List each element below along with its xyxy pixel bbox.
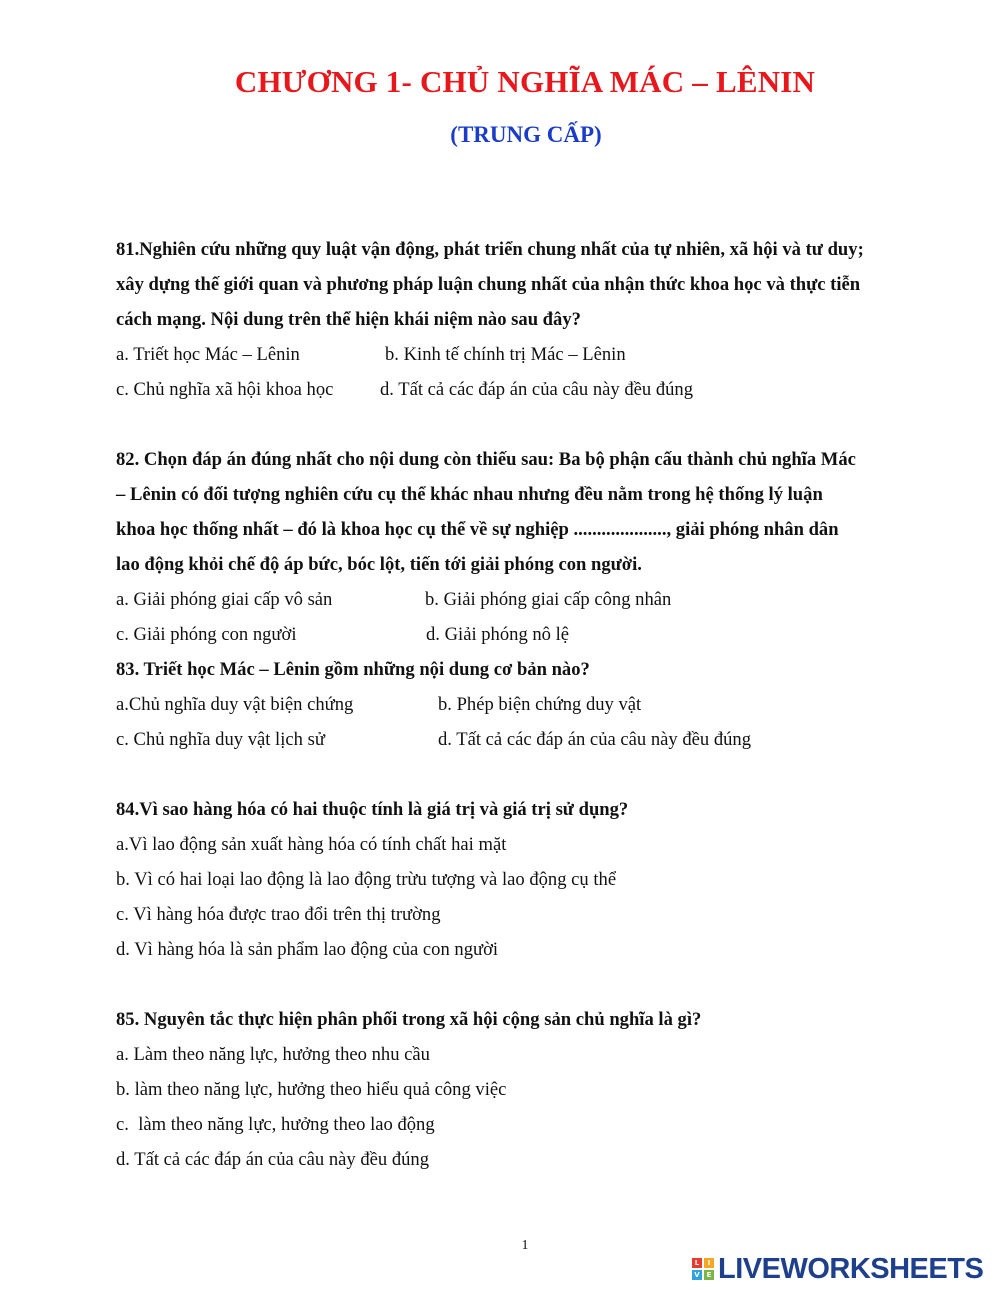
page-title: CHƯƠNG 1- CHỦ NGHĨA MÁC – LÊNIN xyxy=(234,64,816,99)
option-row xyxy=(116,617,946,652)
logo-letter-e: E xyxy=(704,1270,714,1280)
option-c[interactable]: c. làm theo năng lực, hưởng theo lao động xyxy=(116,1114,435,1135)
question-list xyxy=(116,232,946,1177)
liveworksheets-logo[interactable] xyxy=(692,1251,983,1287)
option-a[interactable]: a. Giải phóng giai cấp vô sản xyxy=(116,589,333,610)
option-d[interactable]: d. Tất cả các đáp án của câu này đều đúng xyxy=(438,729,752,750)
page-subtitle: (TRUNG CẤP) xyxy=(450,122,602,147)
option-d[interactable]: d. Tất cả các đáp án của câu này đều đúng xyxy=(380,379,694,400)
option-b[interactable]: b. Phép biện chứng duy vật xyxy=(438,694,642,715)
option-a[interactable]: a.Vì lao động sản xuất hàng hóa có tính chất hai mặt xyxy=(116,834,507,855)
liveworksheets-icon xyxy=(692,1258,714,1280)
option-row xyxy=(116,582,946,617)
logo-letter-i: I xyxy=(704,1258,714,1268)
option-row xyxy=(116,722,946,757)
option-a[interactable]: a. Làm theo năng lực, hưởng theo nhu cầu xyxy=(116,1044,430,1065)
option-b[interactable]: b. Kinh tế chính trị Mác – Lênin xyxy=(385,344,626,365)
option-d[interactable]: d. Tất cả các đáp án của câu này đều đúng xyxy=(116,1149,430,1170)
question-text-line: khoa học thống nhất – đó là khoa học cụ thể về sự nghiệp ...................., giải phóng nhân dân xyxy=(116,519,839,540)
question-text-line: cách mạng. Nội dung trên thể hiện khái niệm nào sau đây? xyxy=(116,309,581,330)
option-row xyxy=(116,372,946,407)
question-text-line: 82. Chọn đáp án đúng nhất cho nội dung còn thiếu sau: Ba bộ phận cấu thành chủ nghĩa Mác xyxy=(116,449,856,470)
option-b[interactable]: b. Giải phóng giai cấp công nhân xyxy=(425,589,672,610)
question-83 xyxy=(116,652,946,757)
question-text-line: 84.Vì sao hàng hóa có hai thuộc tính là giá trị và giá trị sử dụng? xyxy=(116,799,629,820)
option-c[interactable]: c. Chủ nghĩa xã hội khoa học xyxy=(116,379,334,400)
question-81 xyxy=(116,232,946,407)
option-row xyxy=(116,337,946,372)
question-text-line: lao động khỏi chế độ áp bức, bóc lột, tiến tới giải phóng con người. xyxy=(116,554,642,575)
logo-letter-l: L xyxy=(692,1258,702,1268)
spacer xyxy=(116,757,946,792)
option-c[interactable]: c. Vì hàng hóa được trao đổi trên thị trường xyxy=(116,904,441,925)
option-a[interactable]: a.Chủ nghĩa duy vật biện chứng xyxy=(116,694,354,715)
brand-name: LIVEWORKSHEETS xyxy=(718,1252,984,1285)
question-text-line: xây dựng thế giới quan và phương pháp luận chung nhất của nhận thức khoa học và thực tiễn xyxy=(116,274,861,295)
logo-letter-v: V xyxy=(692,1270,702,1280)
question-84 xyxy=(116,792,946,967)
spacer xyxy=(116,407,946,442)
option-row xyxy=(116,687,946,722)
option-a[interactable]: a. Triết học Mác – Lênin xyxy=(116,344,300,365)
page-number: 1 xyxy=(521,1238,529,1253)
question-text-line: – Lênin có đối tượng nghiên cứu cụ thể khác nhau nhưng đều nằm trong hệ thống lý luận xyxy=(116,484,823,505)
option-b[interactable]: b. làm theo năng lực, hưởng theo hiểu quả công việc xyxy=(116,1079,507,1100)
question-text-line: 81.Nghiên cứu những quy luật vận động, phát triển chung nhất của tự nhiên, xã hội và tư duy; xyxy=(116,239,864,260)
option-b[interactable]: b. Vì có hai loại lao động là lao động trừu tượng và lao động cụ thể xyxy=(116,869,617,890)
question-text-line: 85. Nguyên tắc thực hiện phân phối trong xã hội cộng sản chủ nghĩa là gì? xyxy=(116,1009,702,1030)
question-text-line: 83. Triết học Mác – Lênin gồm những nội dung cơ bản nào? xyxy=(116,659,590,680)
question-85 xyxy=(116,1002,946,1177)
option-c[interactable]: c. Chủ nghĩa duy vật lịch sử xyxy=(116,729,325,750)
option-d[interactable]: d. Giải phóng nô lệ xyxy=(426,624,570,645)
spacer xyxy=(116,967,946,1002)
option-c[interactable]: c. Giải phóng con người xyxy=(116,624,297,645)
option-d[interactable]: d. Vì hàng hóa là sản phẩm lao động của con người xyxy=(116,939,499,960)
question-82 xyxy=(116,442,946,652)
